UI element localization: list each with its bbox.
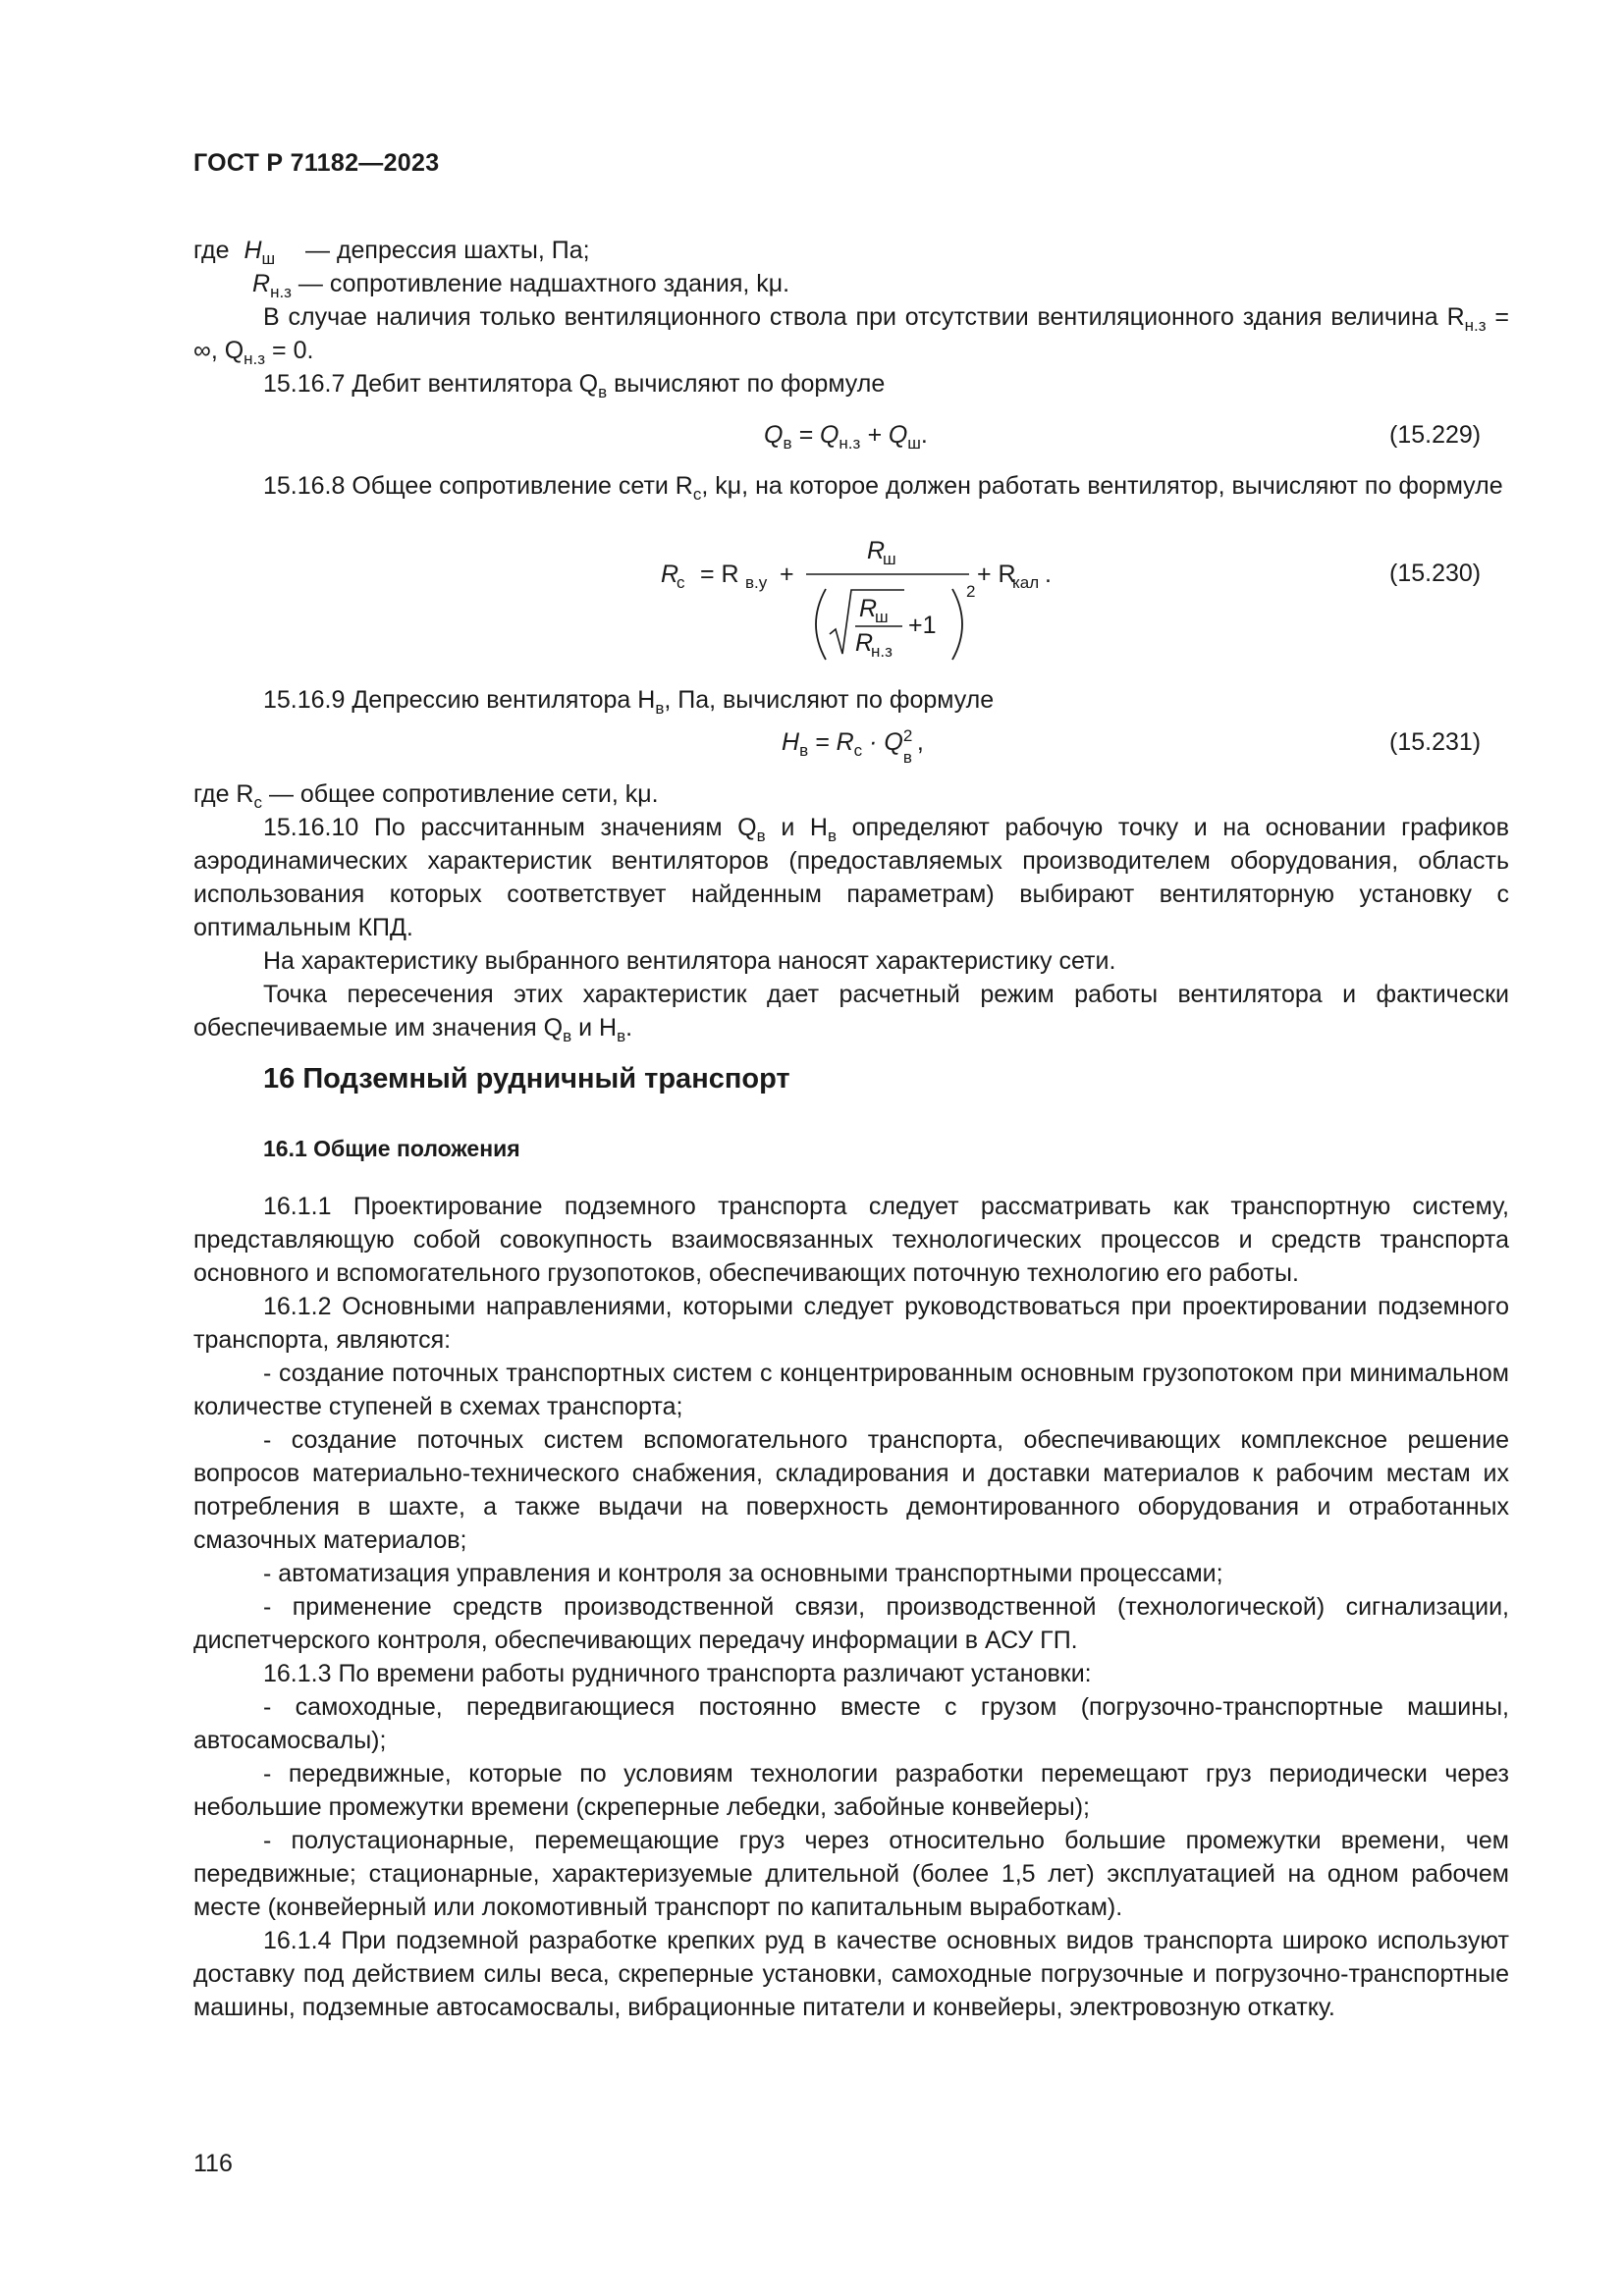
equation-15-231: $H_в = R_с \cdot Q$ 2 в , — [782, 726, 924, 767]
paragraph: На характеристику выбранного вентилятора наносят характеристику сети. — [263, 947, 1116, 975]
paragraph: где $R_с$ — общее сопротивление сети, kμ. — [193, 780, 659, 812]
paragraph: 16.1.2 Основными направлениями, которыми следует руководствоваться при проектировании подземного транспорта, являются: — [193, 1293, 1509, 1354]
svg-text:ш: ш — [883, 550, 896, 568]
svg-text:+: + — [780, 561, 794, 588]
list-item: - передвижные, которые по условиям технологии разработки перемещают груз периодически через небольшие промежутки времени (скреперные лебедки, забойные конвейеры); — [193, 1760, 1509, 1821]
paragraph-block — [193, 683, 1509, 717]
symbol-sub: н.з — [270, 283, 292, 301]
page-number: 116 — [193, 2150, 233, 2177]
svg-text:R: R — [859, 595, 878, 622]
page-header: ГОСТ Р 71182—2023 — [193, 149, 440, 177]
paragraph: 15.16.8 Общее сопротивление сети $R_с$, kμ, на которое должен работать вентилятор, вычисляют по формуле — [263, 472, 1503, 504]
svg-text:R: R — [661, 561, 679, 588]
where-label: где — [193, 237, 230, 264]
definition-text: — депрессия шахты, Па; — [305, 237, 590, 264]
paragraph: Точка пересечения этих характеристик дает расчетный режим работы вентилятора и фактически обеспечиваемые им значения $Q_в$ и $H_в$. — [193, 981, 1509, 1045]
svg-text:R: R — [855, 629, 874, 657]
equation-15-229: $Q_в = Q_{н.з} + Q_ш$. — [764, 421, 928, 453]
list-item: - полустационарные, перемещающие груз через относительно большие промежутки времени, чем передвижные; стационарные, характеризуемые длительной (более 1,5 лет) эксплуатацией на одном рабочем месте (конвейерный или локомотивный транспорт по капитальным выработкам). — [193, 1827, 1509, 1921]
svg-text:+ R: + R — [977, 561, 1016, 588]
equation-number: (15.230) — [1389, 560, 1482, 587]
list-item: - применение средств производственной связи, производственной (технологической) сигнализации, диспетчерского контроля, обеспечивающих передачу информации в АСУ ГП. — [193, 1593, 1509, 1654]
paragraph: 16.1.1 Проектирование подземного транспорта следует рассматривать как транспортную систему, представляющую собой совокупность взаимосвязанных технологических процессов и средств транспорта основного и вспомогательного грузопотоков, обеспечивающих поточную технологию его работы. — [193, 1193, 1509, 1287]
symbol-sub: ш — [261, 249, 276, 268]
definition-text: — сопротивление надшахтного здания, kμ. — [298, 270, 790, 297]
paragraph: 16.1.4 При подземной разработке крепких руд в качестве основных видов транспорта широко используют доставку под действием силы веса, скреперные установки, самоходные погрузочные и погрузочно-транспортные машины, подземные автосамосвалы, вибрационные питатели и конвейеры, электровозную откатку. — [193, 1927, 1509, 2021]
equation-15-230 — [649, 523, 1081, 680]
section-heading: 16 Подземный рудничный транспорт — [263, 1063, 790, 1095]
subsection-heading: 16.1 Общие положения — [263, 1136, 520, 1161]
svg-text:в.у: в.у — [745, 573, 768, 592]
paragraph: 15.16.7 Дебит вентилятора $Q_в$ вычисляют по формуле — [263, 370, 886, 401]
list-item: - создание поточных систем вспомогательного транспорта, обеспечивающих комплексное решение вопросов материально-технического снабжения, складирования и доставки материалов к рабочим местам их потребления в шахте, а также выдачи на поверхность демонтированного оборудования и отработанных смазочных материалов; — [193, 1426, 1509, 1554]
list-item: - самоходные, передвигающиеся постоянно вместе с грузом (погрузочно-транспортные машины, автосамосвалы); — [193, 1693, 1509, 1754]
symbol-r: R — [252, 270, 271, 297]
list-item: - автоматизация управления и контроля за основными транспортными процессами; — [263, 1560, 1223, 1587]
paragraph-block — [193, 469, 1509, 503]
where-line-h — [193, 234, 1509, 267]
svg-text:R: R — [867, 537, 886, 564]
paragraph: 16.1.3 По времени работы рудничного транспорта различают установки: — [263, 1660, 1092, 1687]
where-line-r — [193, 267, 1509, 300]
svg-text:+1: +1 — [908, 612, 937, 639]
symbol-h: H — [244, 237, 262, 264]
svg-text:2: 2 — [966, 582, 976, 601]
paragraph: 15.16.9 Депрессию вентилятора $H_в$, Па, вычисляют по формуле — [263, 686, 995, 718]
where-block — [193, 234, 1509, 400]
svg-text:с: с — [677, 573, 685, 592]
list-item: - создание поточных транспортных систем с концентрированным основным грузопотоком при минимальном количестве ступеней в схемах транспорта; — [193, 1360, 1509, 1420]
paragraph: В случае наличия только вентиляционного ствола при отсутствии вентиляционного здания величина $R_{н.з}$ = ∞, $Q_{н.з} = 0$. — [193, 303, 1509, 368]
equation-number: (15.229) — [1389, 421, 1482, 449]
svg-text:.: . — [1045, 561, 1052, 588]
paragraph: 15.16.10 По рассчитанным значениям $Q_в$ и $H_в$ определяют рабочую точку и на основании графиков аэродинамических характеристик вентиляторов (предоставляемых производителем оборудования, область использования которых соответствует найденным параметрам) выбирают вентиляторную установку с оптимальным КПД. — [193, 814, 1509, 941]
paragraph-block — [193, 777, 1509, 1044]
svg-text:н.з: н.з — [871, 642, 893, 661]
section-body — [193, 1190, 1509, 2024]
svg-text:ш: ш — [875, 608, 889, 626]
equation-number: (15.231) — [1389, 728, 1482, 756]
svg-text:кал: кал — [1012, 573, 1040, 592]
svg-text:= R: = R — [700, 561, 739, 588]
